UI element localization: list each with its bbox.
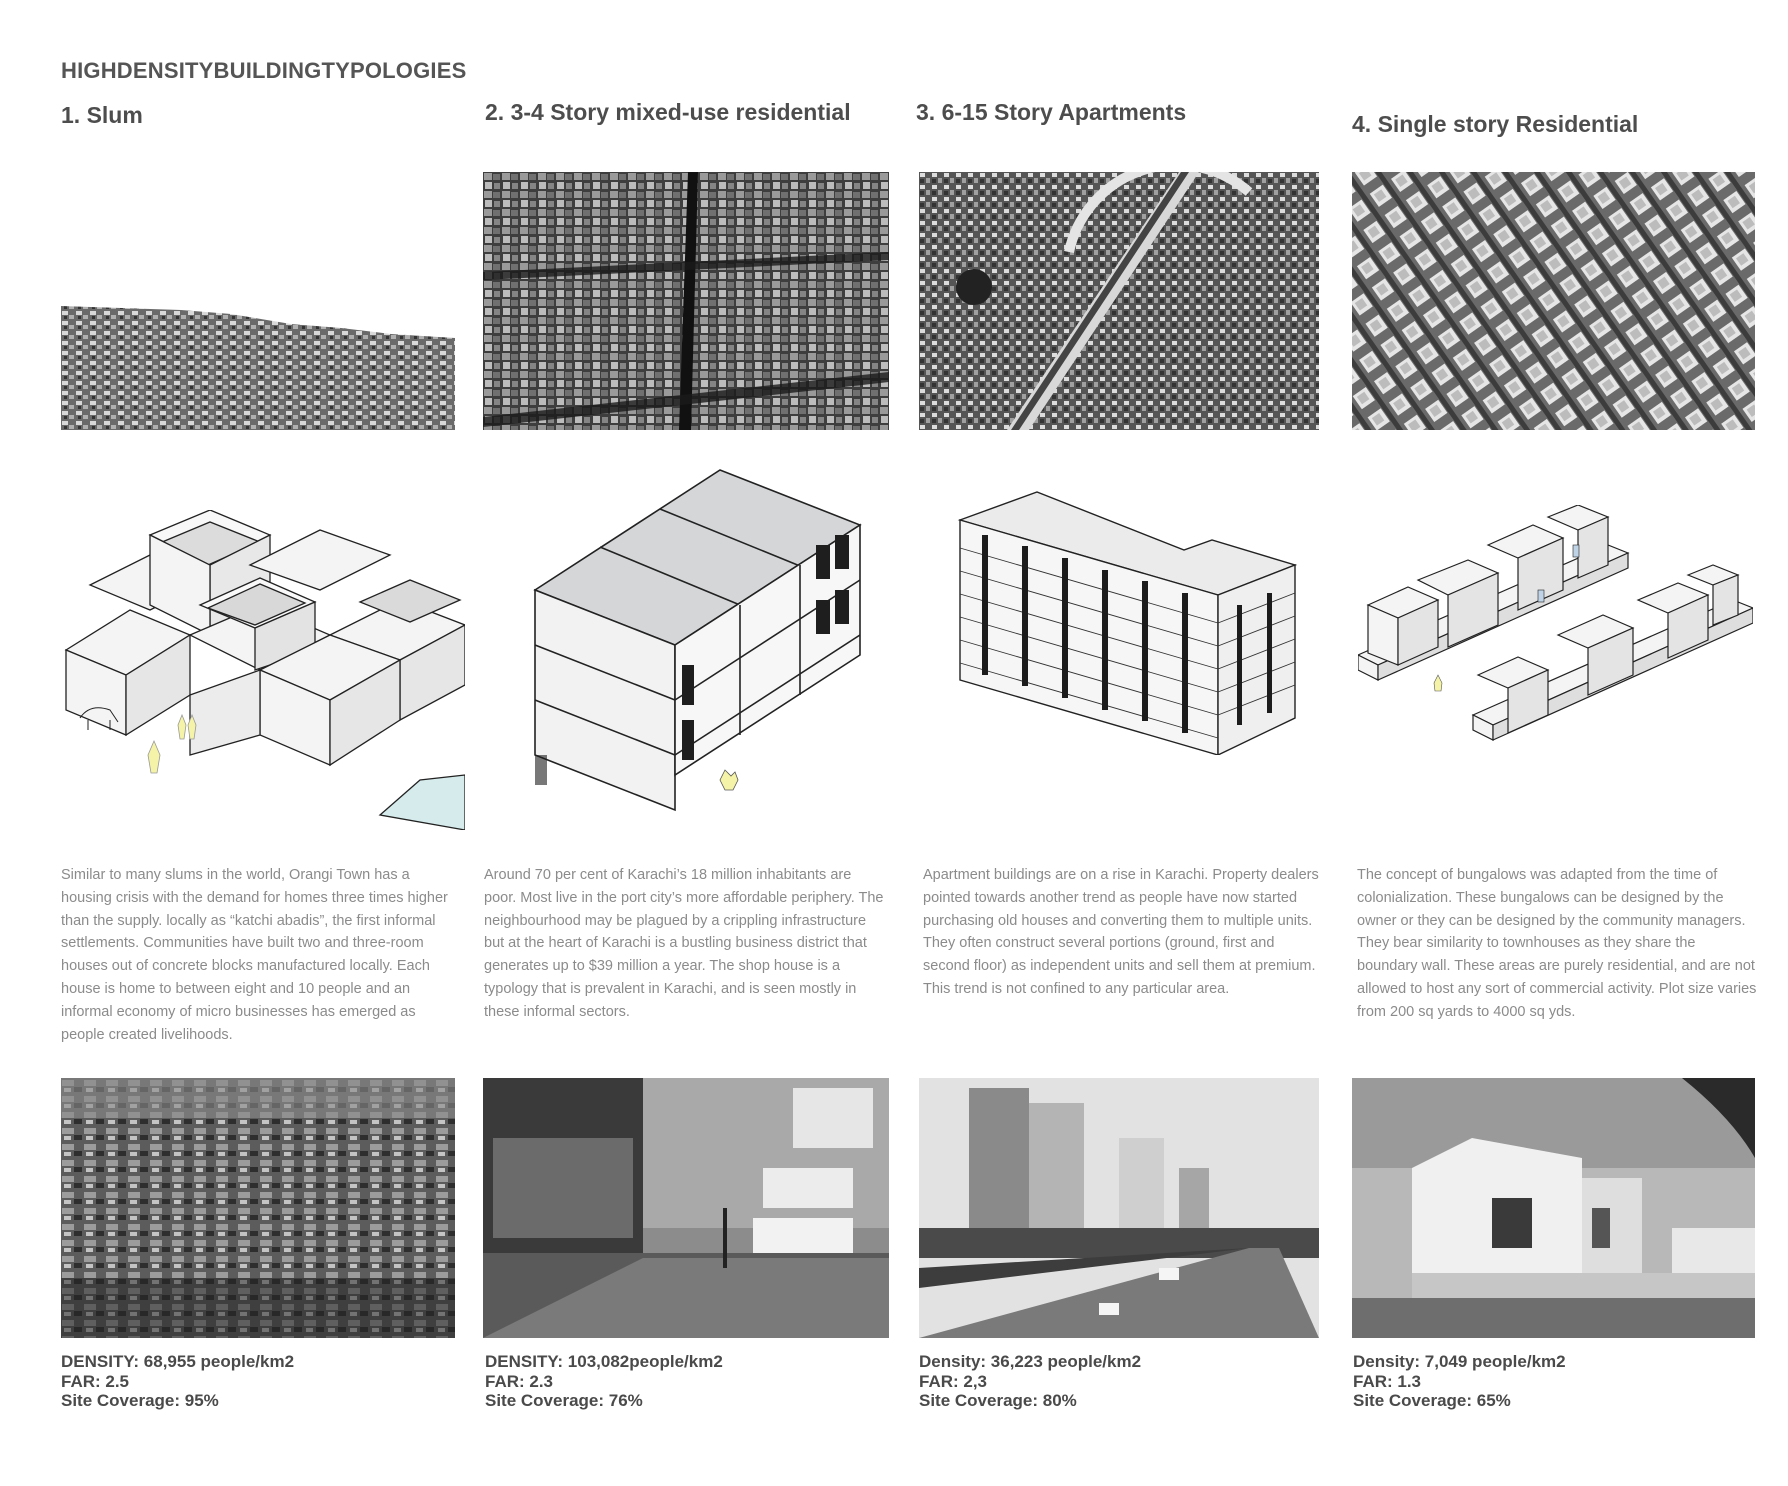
site-coverage-value: Site Coverage: 76% — [485, 1391, 643, 1410]
dense-city-aerial-photo — [483, 172, 889, 430]
site-coverage-value: Site Coverage: 95% — [61, 1391, 219, 1410]
typology-title: 1. Slum — [61, 102, 143, 128]
density-value: DENSITY: 103,082people/km2 — [485, 1352, 723, 1371]
typology-title: 2. 3-4 Story mixed-use residential — [485, 99, 851, 125]
typology-title: 3. 6-15 Story Apartments — [916, 99, 1187, 125]
site-coverage-value: Site Coverage: 80% — [919, 1391, 1077, 1410]
typology-description: Around 70 per cent of Karachi’s 18 million inhabitants are poor. Most live in the port city’s more affordable periphery. The neighbourhood may be plagued by a crippling infrastructure but at the heart of Karachi is a bustling business district that generates up to $39 million a year. The shop house is a typology that is prevalent in Karachi, and is seen mostly in these informal sectors. — [484, 867, 884, 1020]
density-value: DENSITY: 68,955 people/km2 — [61, 1352, 295, 1371]
bungalow-district-aerial-photo — [1352, 172, 1755, 430]
far-value: FAR: 2.3 — [485, 1371, 554, 1391]
far-value: FAR: 2,3 — [919, 1371, 988, 1391]
shop-house-axonometric-drawing — [530, 465, 865, 815]
far-value: FAR: 2.5 — [61, 1371, 130, 1391]
density-value: Density: 36,223 people/km2 — [919, 1352, 1142, 1371]
bungalows-axonometric-drawing — [1358, 505, 1753, 820]
apartment-avenue-photo — [919, 1078, 1319, 1338]
site-coverage-value: Site Coverage: 65% — [1353, 1391, 1511, 1410]
market-street-photo — [483, 1078, 889, 1338]
typology-description: The concept of bungalows was adapted from the time of colonialization. These bungalows can be designed by the owner or they can be designed by the community managers. They bear similarity to townhouses as they share the boundary wall. These areas are purely residential, and are not allowed to host any sort of commercial activity. Plot size varies from 200 sq yards to 4000 sq yds. — [1357, 867, 1757, 1020]
density-value: Density: 7,049 people/km2 — [1353, 1352, 1566, 1371]
typology-description: Apartment buildings are on a rise in Karachi. Property dealers pointed towards another trend as people have now started purchasing old houses and converting them to multiple units. They often construct several portions (ground, first and second floor) as independent units and sell them at premium. This trend is not confined to any particular area. — [923, 867, 1319, 997]
typology-stats — [919, 1352, 1141, 1411]
apartment-block-axonometric-drawing — [952, 490, 1297, 755]
typology-title: 4. Single story Residential — [1352, 111, 1639, 137]
page-title: HIGHDENSITYBUILDINGTYPOLOGIES — [61, 58, 467, 83]
typology-stats — [1353, 1352, 1566, 1411]
apartment-district-aerial-photo — [919, 172, 1319, 430]
typology-stats — [485, 1352, 723, 1411]
bungalow-street-photo — [1352, 1078, 1755, 1338]
far-value: FAR: 1.3 — [1353, 1371, 1422, 1391]
typology-description: Similar to many slums in the world, Orangi Town has a housing crisis with the demand for homes three times higher than the supply. locally as “katchi abadis”, the first informal settlements. Communities have built two and three-room houses out of concrete blocks manufactured locally. Each house is home to between eight and 10 people and an informal economy of micro businesses has emerged as people created livelihoods. — [61, 867, 448, 1043]
